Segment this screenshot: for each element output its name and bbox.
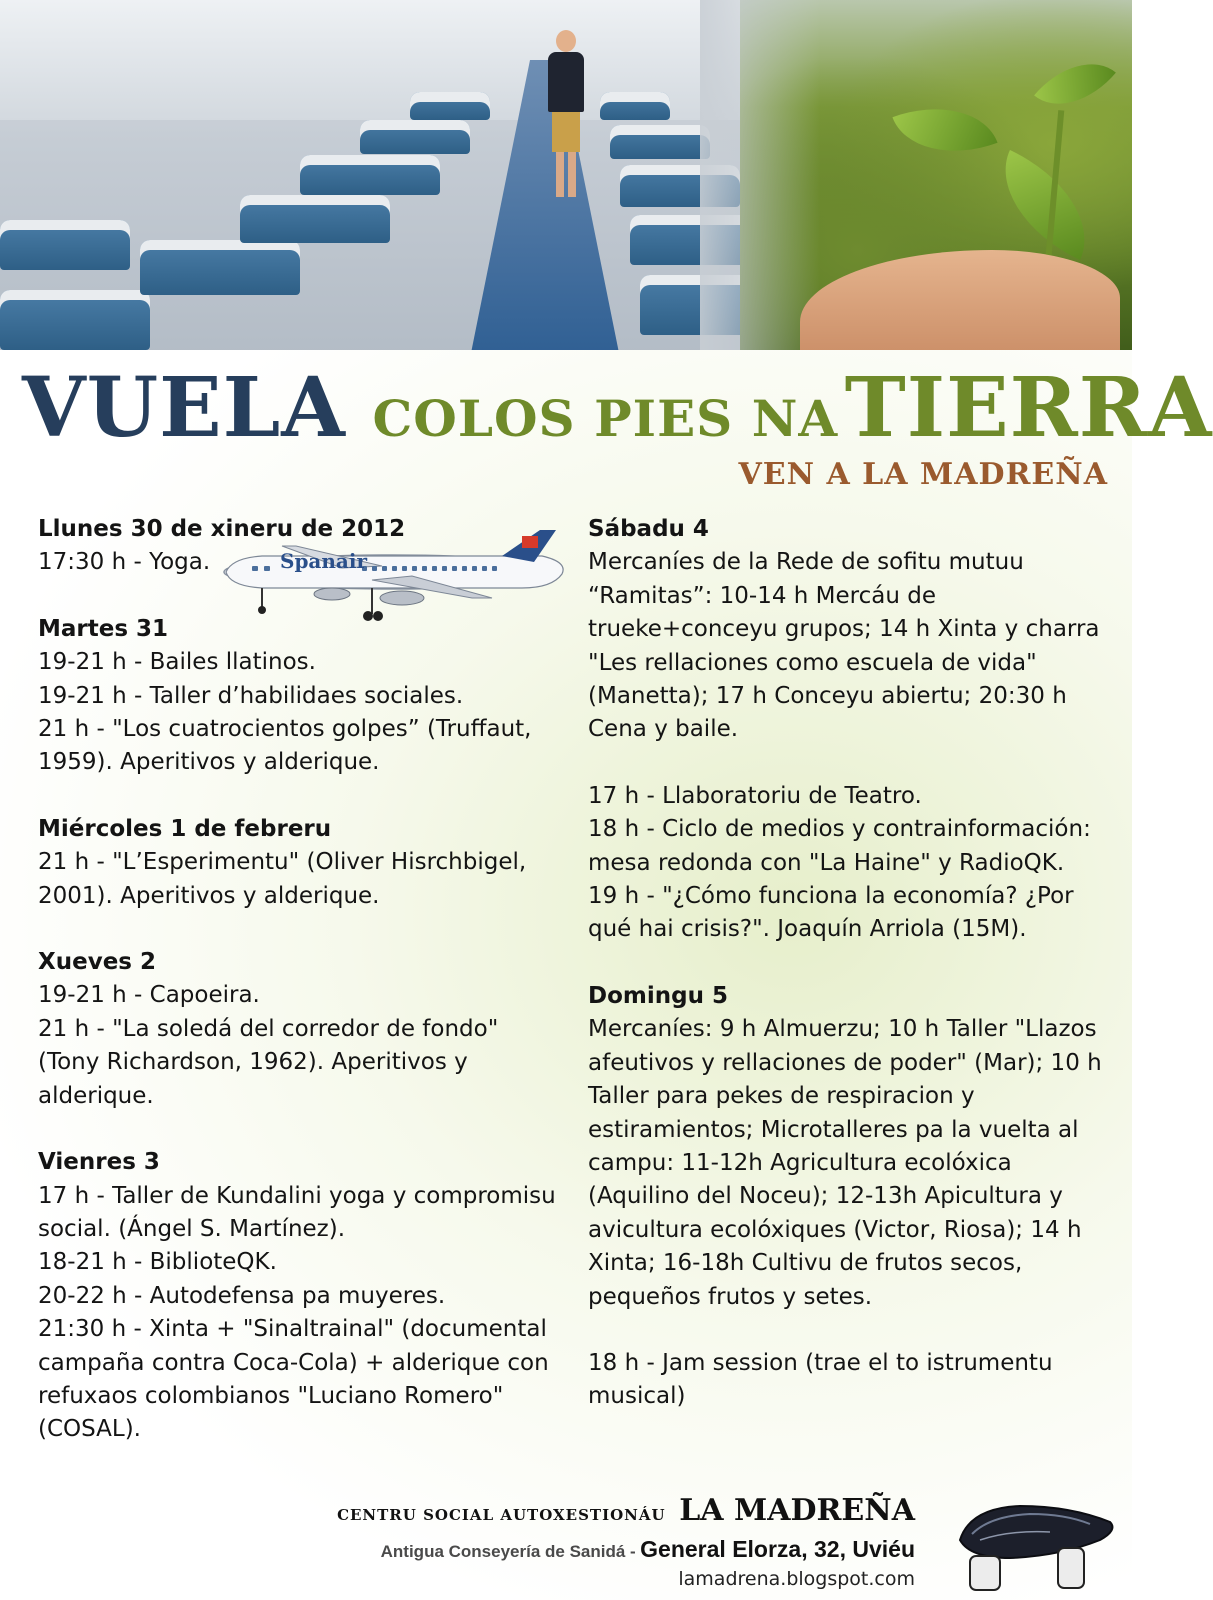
day-title: Miércoles 1 de febreru bbox=[38, 815, 332, 842]
flight-attendant bbox=[548, 30, 584, 200]
footer-website-link[interactable]: lamadrena.blogspot.com bbox=[678, 1568, 915, 1590]
title-word-colos-pies-na: COLOS PIES NA bbox=[372, 389, 839, 448]
event-line: 19-21 h - Taller d’habilidaes sociales. bbox=[38, 682, 464, 709]
event-line: 17:30 h - Yoga. bbox=[38, 549, 211, 576]
day-title: Llunes 30 de xineru de 2012 bbox=[38, 516, 406, 542]
airplane-icon bbox=[222, 528, 574, 624]
footer-organization bbox=[337, 1493, 915, 1528]
seat-row bbox=[410, 92, 490, 120]
seat-row bbox=[360, 120, 470, 154]
day-title: Sábadu 4 bbox=[588, 516, 709, 542]
day-block-wednesday bbox=[38, 813, 563, 913]
org-name: LA MADREÑA bbox=[679, 1493, 915, 1528]
footer-address bbox=[381, 1536, 915, 1563]
schedule-left-column bbox=[38, 513, 563, 1480]
event-line: 21 h - "L’Esperimentu" (Oliver Hisrchbigel, 2001). Aperitivos y alderique. bbox=[38, 849, 527, 909]
event-line: 19-21 h - Capoeira. bbox=[38, 982, 260, 1009]
seat-row bbox=[140, 240, 300, 295]
event-line: 18 h - Jam session (trae el to istrumentu musical) bbox=[588, 1349, 1053, 1410]
event-line: 21:30 h - Xinta + "Sinaltrainal" (documental campaña contra Coca-Cola) + alderique con refuxaos colombianos "Luciano Romero" (COSAL). bbox=[38, 1316, 549, 1443]
event-line: 19 h - "¿Cómo funciona la economía? ¿Por qué hai crisis?". Joaquín Arriola (15M). bbox=[588, 883, 1074, 943]
day-block-saturday bbox=[588, 513, 1118, 947]
seat-row bbox=[300, 155, 440, 195]
day-block-tuesday bbox=[38, 613, 563, 780]
event-line: 21 h - "La soledá del corredor de fondo" (Tony Richardson, 1962). Aperitivos y alderique. bbox=[38, 1015, 499, 1109]
event-line: 21 h - "Los cuatrocientos golpes” (Truffaut, 1959). Aperitivos y alderique. bbox=[38, 716, 532, 776]
photo-blend bbox=[700, 0, 820, 358]
day-block-sunday bbox=[588, 980, 1118, 1414]
day-title: Xueves 2 bbox=[38, 949, 156, 976]
seat-row bbox=[0, 220, 130, 270]
event-line: Mercaníes de la Rede de sofitu mutuu “Ramitas”: 10-14 h Mercáu de trueke+conceyu grupos; 14 h Xinta y charra "Les rellaciones como escuela de vida" (Manetta); 17 h Conceyu abiertu; 20:30 h Cena y baile. bbox=[588, 549, 1100, 743]
address-building: Antigua Conseyería de Sanidá - bbox=[380, 1542, 636, 1561]
day-title: Martes 31 bbox=[38, 615, 169, 642]
seat-row bbox=[600, 92, 670, 120]
event-line: 18-21 h - BiblioteQK. bbox=[38, 1249, 277, 1276]
seat-row bbox=[610, 125, 710, 159]
day-title: Vienres 3 bbox=[38, 1149, 160, 1176]
event-line: Mercaníes: 9 h Almuerzu; 10 h Taller "Llazos afeutivos y rellaciones de poder" (Mar); 10 h Taller para pekes de respiracion y estiramientos; Microtalleres pa la vuelta al campu: 11-12h Agricultura ecolóxica (Aquilino del Noceu); 12-13h Apicultura y avicultura ecolóxiques (Victor, Riosa); 14 h Xinta; 16-18h Cultivu de frutos secos, pequeños frutos y setes. bbox=[588, 1016, 1102, 1310]
event-line: 20-22 h - Autodefensa pa muyeres. bbox=[38, 1282, 446, 1309]
event-line: 18 h - Ciclo de medios y contrainformación: mesa redonda con "La Haine" y RadioQK. bbox=[588, 816, 1091, 876]
day-block-thursday bbox=[38, 946, 563, 1113]
org-type: CENTRU SOCIAL AUTOXESTIONÁU bbox=[337, 1506, 666, 1524]
event-line: 17 h - Llaboratoriu de Teatro. bbox=[588, 782, 922, 809]
plane-livery-text: Spanair bbox=[280, 549, 368, 573]
address-street: General Elorza, 32, Uviéu bbox=[640, 1536, 915, 1562]
event-line: 19-21 h - Bailes llatinos. bbox=[38, 649, 316, 676]
poster-title bbox=[22, 360, 1213, 456]
day-block-friday bbox=[38, 1146, 563, 1447]
madrena-clog-icon bbox=[950, 1500, 1118, 1596]
seat-row bbox=[0, 290, 150, 350]
seat-row bbox=[240, 195, 390, 243]
schedule-right-column bbox=[588, 513, 1118, 1447]
day-title: Domingu 5 bbox=[588, 982, 728, 1009]
event-line: 17 h - Taller de Kundalini yoga y compromisu social. (Ángel S. Martínez). bbox=[38, 1182, 556, 1242]
spacer bbox=[588, 747, 1118, 780]
title-word-tierra: TIERRA bbox=[844, 360, 1213, 456]
poster-subtitle: VEN A LA MADREÑA bbox=[738, 457, 1108, 492]
title-word-vuela: VUELA bbox=[22, 360, 346, 456]
header-photo-collage bbox=[0, 0, 1132, 358]
spacer bbox=[588, 1314, 1118, 1347]
